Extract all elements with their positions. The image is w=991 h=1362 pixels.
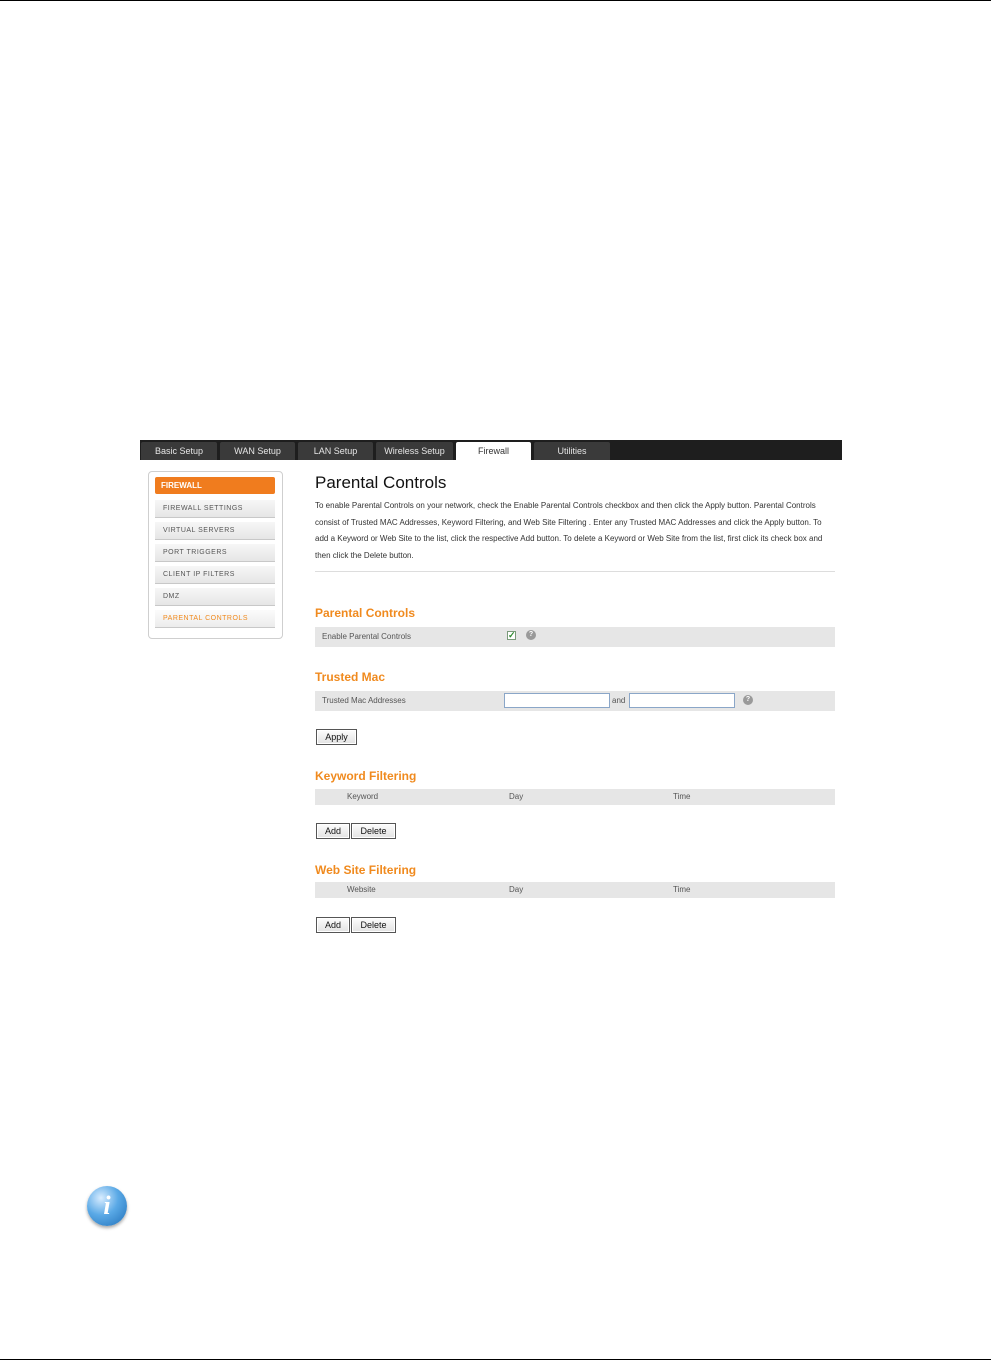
column-header-website: Website [347,885,376,894]
sidebar-item-client-ip-filters[interactable]: CLIENT IP FILTERS [155,566,275,584]
column-header-day: Day [509,885,524,894]
apply-button[interactable]: Apply [316,729,357,745]
sidebar-item-virtual-servers[interactable]: VIRTUAL SERVERS [155,522,275,540]
enable-parental-controls-checkbox[interactable]: ✓ [508,630,516,640]
page-title: Parental Controls [315,473,447,492]
router-screenshot [140,440,842,942]
keyword-filtering-section-title: Keyword Filtering [315,769,417,783]
column-header-day: Day [509,792,524,801]
section-divider [315,571,835,572]
website-filtering-section-title: Web Site Filtering [315,863,417,877]
trusted-mac-label: Trusted Mac Addresses [322,696,406,705]
column-header-keyword: Keyword [347,792,379,801]
page-top-rule [0,0,991,1]
parental-controls-section-title: Parental Controls [315,606,416,620]
sidebar-item-parental-controls[interactable]: PARENTAL CONTROLS [155,610,275,628]
help-icon[interactable]: ? [526,630,536,640]
firewall-sidebar [148,471,283,639]
trusted-mac-section-title: Trusted Mac [315,670,386,684]
and-label: and [612,696,626,705]
tab-basic-setup[interactable]: Basic Setup [141,442,217,460]
trusted-mac-row [315,691,835,711]
tab-firewall[interactable]: Firewall [456,442,531,460]
tab-lan-setup[interactable]: LAN Setup [298,442,373,460]
keyword-add-button[interactable]: Add [316,823,350,839]
main-tab-bar [140,440,842,460]
sidebar-header: FIREWALL [155,477,275,494]
enable-parental-controls-label: Enable Parental Controls [322,632,411,641]
column-header-time: Time [673,792,691,801]
info-icon: i [87,1186,127,1226]
page-description: To enable Parental Controls on your network, check the Enable Parental Controls checkbox and then click the Apply button. Parental Controls consist of Trusted MAC Addresses, Keyword Filtering, and Web Site Filtering . Enter any Trusted MAC Addresses and click the Apply button. To add a Keyword or Web Site to the list, click the respective Add button. To delete a Keyword or Web Site from the list, first click its check box and then click the Delete button. [315,501,823,560]
trusted-mac-input-1[interactable] [504,693,610,708]
keyword-table-header [315,789,835,805]
enable-parental-controls-row [315,627,835,647]
sidebar-item-dmz[interactable]: DMZ [155,588,275,606]
trusted-mac-input-2[interactable] [629,693,735,708]
column-header-time: Time [673,885,691,894]
tab-wan-setup[interactable]: WAN Setup [220,442,295,460]
page-bottom-rule [0,1359,991,1360]
website-add-button[interactable]: Add [316,917,350,933]
keyword-delete-button[interactable]: Delete [351,823,396,839]
tab-utilities[interactable]: Utilities [534,442,610,460]
sidebar-item-port-triggers[interactable]: PORT TRIGGERS [155,544,275,562]
sidebar-item-firewall-settings[interactable]: FIREWALL SETTINGS [155,500,275,518]
tab-wireless-setup[interactable]: Wireless Setup [376,442,453,460]
help-icon[interactable]: ? [743,695,753,705]
website-table-header [315,882,835,898]
website-delete-button[interactable]: Delete [351,917,396,933]
